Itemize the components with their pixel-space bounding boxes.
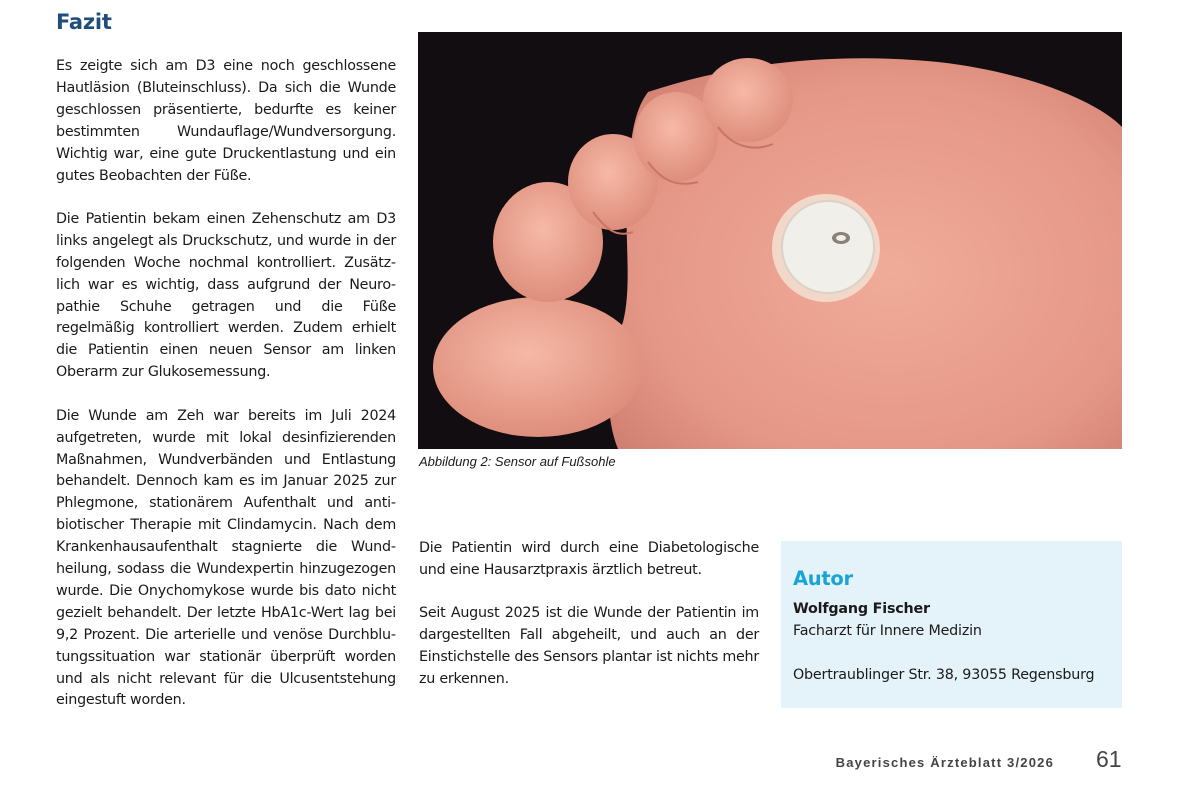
foot-illustration [418, 32, 1122, 449]
body-paragraph: Die Wunde am Zeh war bereits im Juli 2024 aufgetreten, wurde mit lokal desinfizierenden Maßnahmen, Wundverbänden und Entlastung behandelt. Dennoch kam es im Januar 2025 zur Phlegmone, stationärem Aufenthalt und antibiotischer Therapie mit Clindamycin. Nach dem Krankenhausaufenthalt stagnierte die Wundheilung, sodass die Wundexpertin hinzugezogen wurde. Die Onychomykose wurde bis dato nicht gezielt behandelt. Der letzte HbA1c-Wert lag bei 9,2 Prozent. Die arterielle und venöse Durchblutungssituation war stationär überprüft worden und als nicht relevant für die Ulcusentstehung eingestuft worden. [56, 407, 396, 709]
author-box [781, 541, 1122, 708]
page-title: Fazit [56, 10, 112, 34]
footer-journal-name: Bayerisches Ärzteblatt 3/2026 [835, 755, 1054, 770]
middle-text-column [419, 538, 759, 712]
page-number: 61 [1096, 746, 1122, 772]
body-paragraph: Es zeigte sich am D3 eine noch geschlossene Hautläsion (Bluteinschluss). Da sich die Wunde geschlossen präsentierte, bedurfte es keiner bestimmten Wundauflage/Wundversorgung. Wichtig war, eine gute Druckentlastung und ein gutes Beobachten der Füße. [56, 58, 396, 184]
figure-caption: Abbildung 2: Sensor auf Fußsohle [419, 454, 616, 469]
toe [703, 58, 793, 142]
sensor-device [782, 201, 874, 293]
body-paragraph: Seit August 2025 ist die Wunde der Patientin im dargestellten Fall abgeheilt, und auch an der Einstichstelle des Sensors plantar ist nichts mehr zu erkennen. [419, 605, 759, 688]
body-paragraph: Die Patientin bekam einen Zehenschutz am D3 links angelegt als Druckschutz, und wurde in der folgenden Woche nochmal kontrolliert. Zusätzlich war es wichtig, dass aufgrund der Neuropathie Schuhe getragen und die Füße regelmäßig kontrolliert werden. Zudem erhielt die Patientin einen neuen Sensor am linken Oberarm zur Glukosemessung. [56, 210, 396, 381]
author-name: Wolfgang Fischer [793, 601, 930, 617]
body-paragraph: Die Patientin wird durch eine Diabetologische und eine Hausarztpraxis ärztlich betreut. [419, 540, 759, 578]
left-text-column [56, 56, 396, 734]
author-title: Facharzt für Innere Medizin [793, 622, 982, 639]
author-heading: Autor [793, 567, 853, 590]
big-toe [433, 297, 643, 437]
author-address: Obertraublinger Str. 38, 93055 Regensburg [793, 666, 1095, 683]
foot-sole-photo [418, 32, 1122, 449]
